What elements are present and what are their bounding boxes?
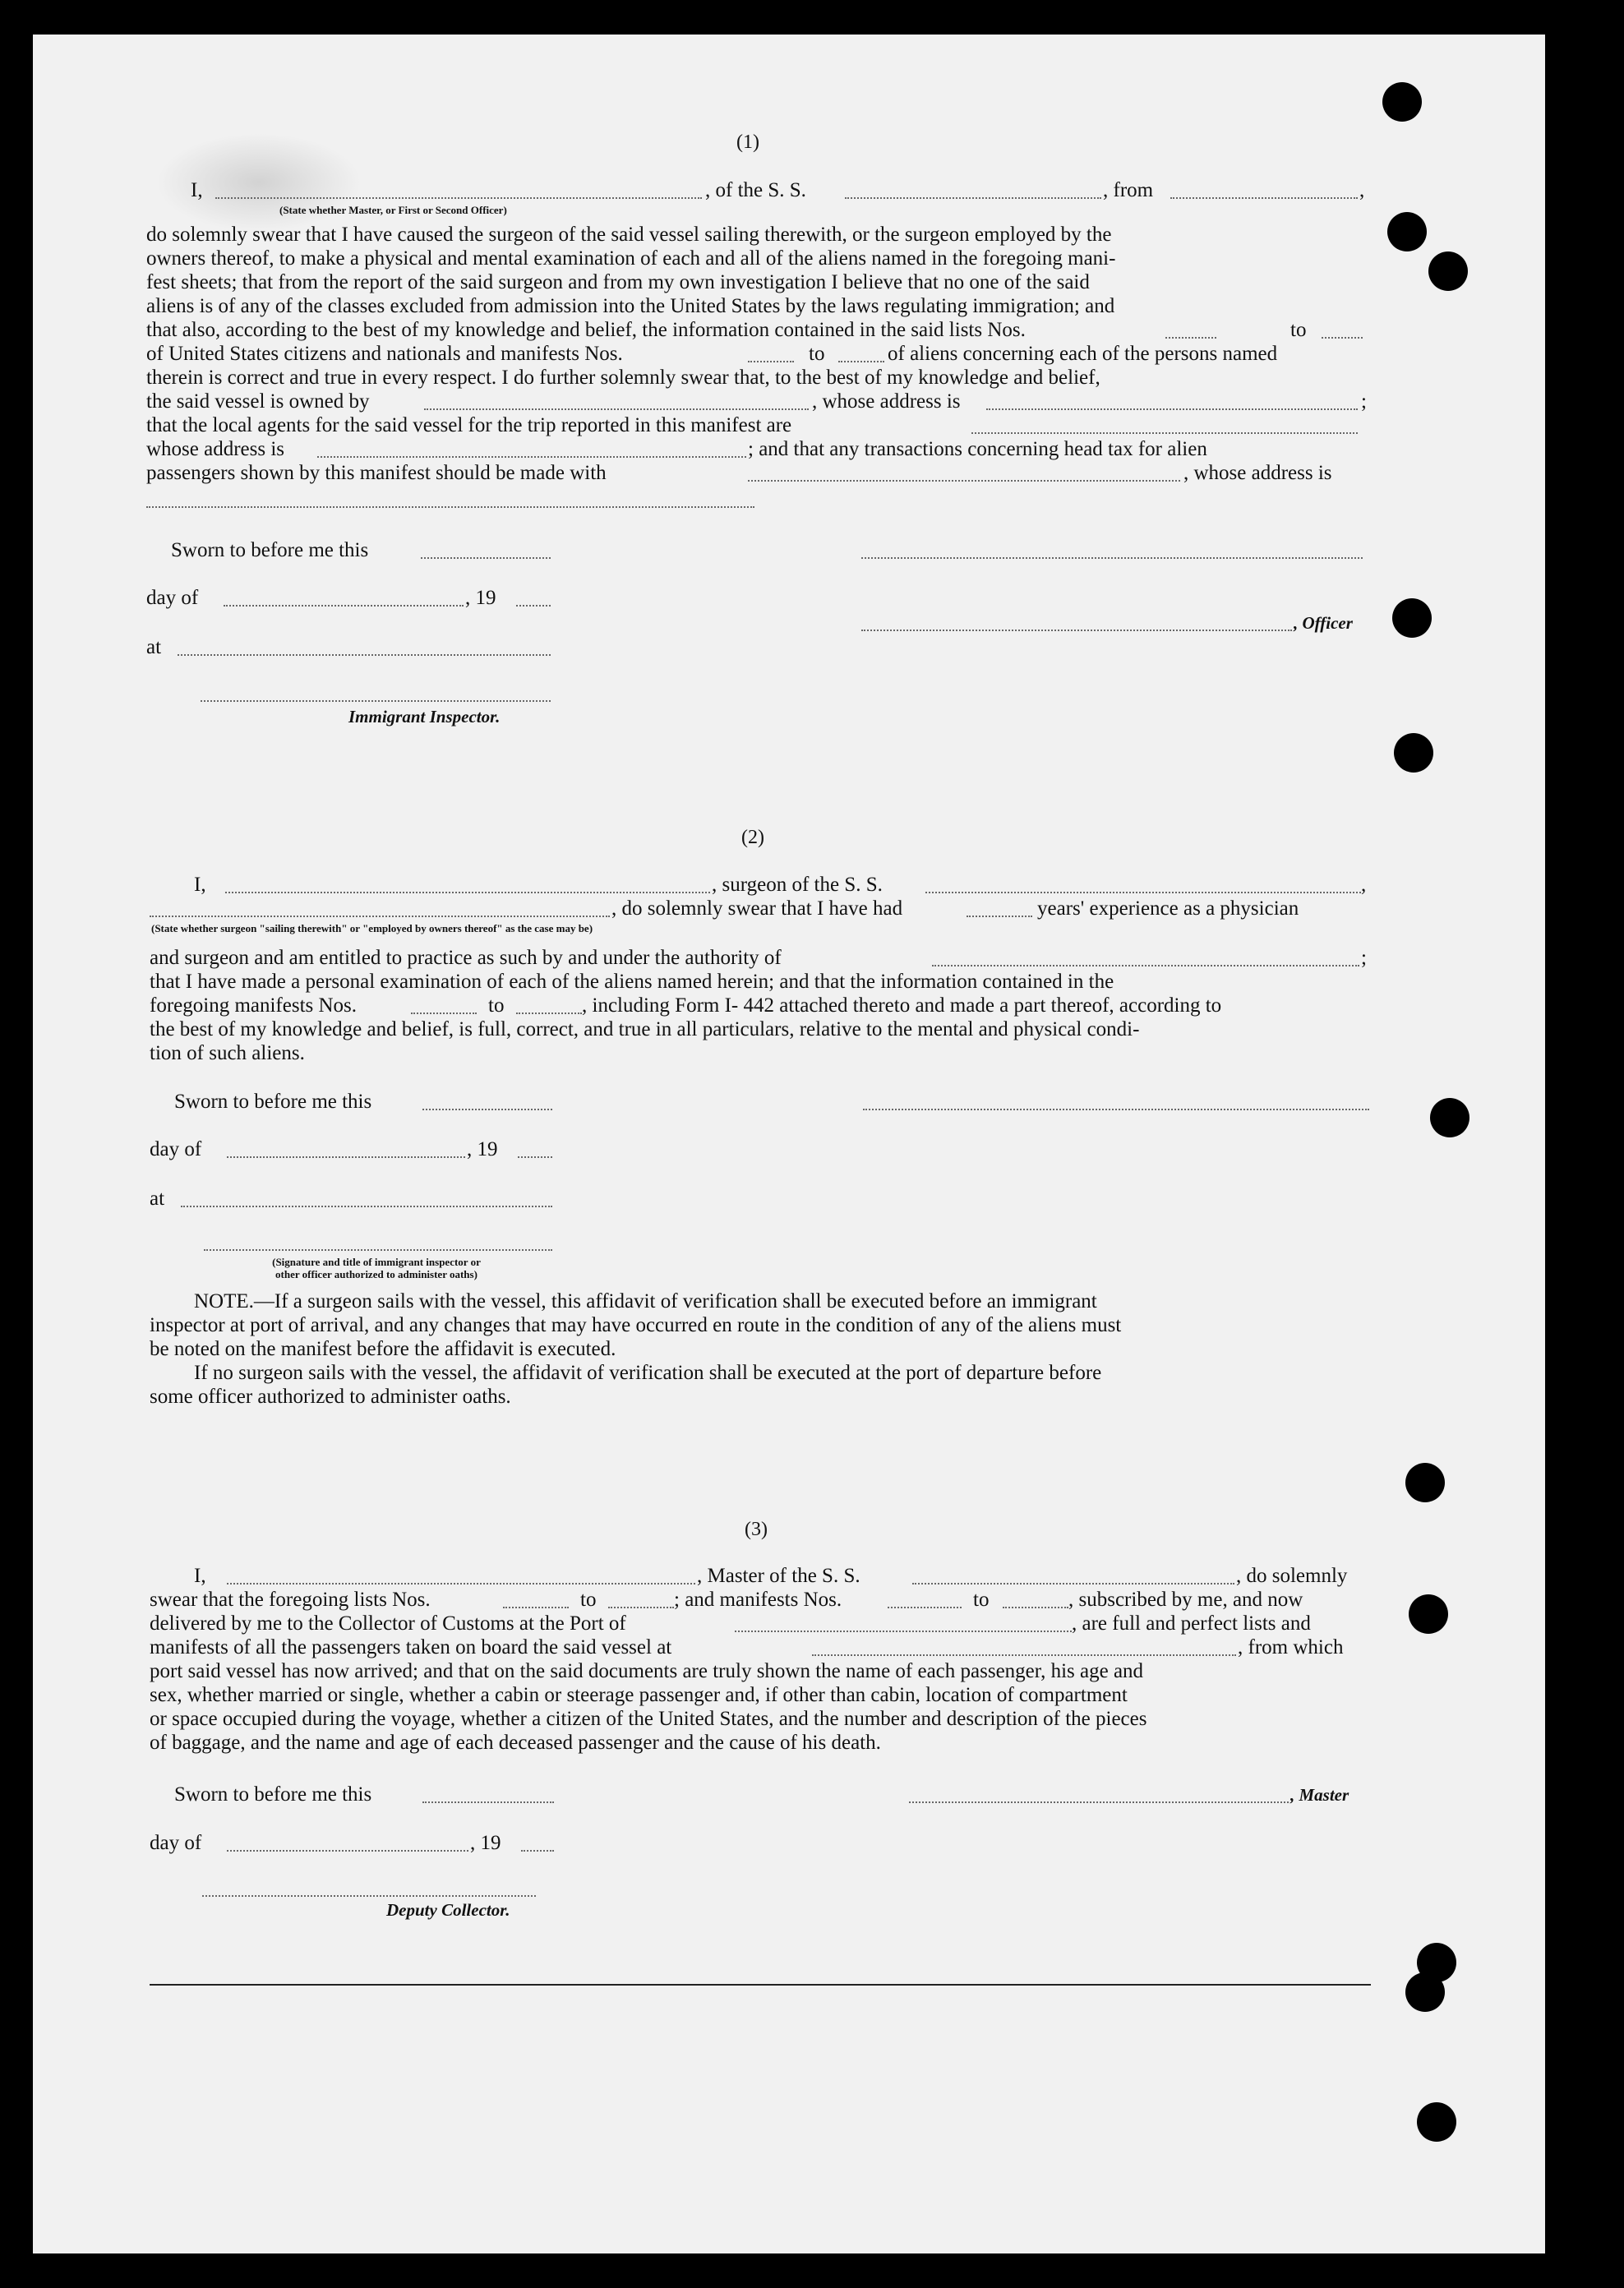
s3-manifests-to	[1003, 1607, 1068, 1608]
s3-swear-lists: swear that the foregoing lists Nos.	[150, 1589, 431, 1611]
s1-line: the said vessel is owned by	[146, 390, 370, 413]
s2-manifests-to	[516, 1013, 582, 1014]
s1-taxagent-address-field	[146, 506, 754, 508]
s3-manifests-from	[888, 1607, 962, 1608]
s2-surgeon: , surgeon of the S. S.	[712, 874, 883, 896]
s3-year: , 19	[470, 1832, 501, 1854]
punch-hole	[1387, 212, 1427, 251]
s3-vessel-field	[912, 1583, 1234, 1585]
s1-i: I,	[191, 179, 203, 201]
s3-deputy: Deputy Collector.	[386, 1900, 510, 1920]
s1-to: to	[1290, 319, 1307, 341]
punch-hole	[1409, 1594, 1448, 1634]
s2-authority-field	[932, 965, 1359, 966]
s2-to: to	[488, 994, 505, 1017]
s3-line: port said vessel has now arrived; and that on the said documents are truly shown the name of each passenger, his age and	[150, 1660, 1144, 1682]
s1-taxagent-field	[748, 480, 1180, 482]
s1-manifests-from	[748, 361, 794, 362]
s2-semicolon: ;	[1361, 947, 1367, 969]
s3-master: , Master	[1290, 1785, 1349, 1805]
s1-semicolon: ;	[1361, 390, 1367, 413]
s2-foregoing: foregoing manifests Nos.	[150, 994, 358, 1017]
s2-officer-signature	[204, 1249, 552, 1251]
punch-hole	[1405, 1463, 1445, 1502]
s2-note-line: some officer authorized to administer oaths.	[150, 1386, 511, 1408]
s2-line: that I have made a personal examination of each of the aliens named herein; and that the information contained in the	[150, 971, 1114, 993]
s1-officer: , Officer	[1294, 613, 1353, 633]
s1-line: do solemnly swear that I have caused the surgeon of the said vessel sailing therewith, or the surgeon employed by the	[146, 224, 1112, 246]
s1-inspector: Immigrant Inspector.	[348, 707, 501, 727]
s1-year-field	[516, 605, 551, 607]
s1-master-note: (State whether Master, or First or Second Officer)	[279, 204, 507, 216]
s2-comma: ,	[1361, 874, 1367, 896]
s3-to: to	[580, 1589, 597, 1611]
s3-full-perfect: , are full and perfect lists and	[1072, 1612, 1311, 1635]
s2-i: I,	[194, 874, 206, 896]
s1-owner-field	[424, 408, 809, 410]
s1-master-field	[215, 197, 702, 199]
s2-swear: , do solemnly swear that I have had	[611, 897, 903, 920]
punch-hole	[1392, 598, 1432, 638]
s3-manifests-of: manifests of all the passengers taken on board the said vessel at	[150, 1636, 672, 1658]
s2-sworn: Sworn to before me this	[174, 1091, 372, 1113]
s1-officer-signature-line-2	[861, 630, 1292, 631]
punch-hole	[1428, 251, 1468, 291]
punch-hole	[1394, 733, 1433, 773]
s1-year: , 19	[465, 587, 496, 609]
section-1-number: (1)	[736, 131, 759, 153]
s3-delivered: delivered by me to the Collector of Customs at the Port of	[150, 1612, 626, 1635]
s1-from-field	[1170, 197, 1358, 199]
s1-manifests-to	[838, 361, 884, 362]
s2-surgeon-note: (State whether surgeon "sailing therewith" or "employed by owners thereof" as the case may be)	[151, 922, 593, 934]
s3-year-field	[521, 1850, 554, 1852]
s2-at: at	[150, 1188, 165, 1210]
s2-note-line: inspector at port of arrival, and any changes that may have occurred en route in the condition of any of the aliens must	[150, 1314, 1122, 1336]
s1-agents-field	[971, 432, 1358, 434]
s2-sailing-field	[150, 916, 610, 917]
punch-hole	[1417, 2102, 1456, 2142]
bottom-rule	[150, 1984, 1371, 1986]
s3-sworn: Sworn to before me this	[174, 1783, 372, 1806]
section-2-number: (2)	[741, 827, 764, 848]
s1-inspector-signature	[201, 700, 551, 702]
s1-line: that also, according to the best of my knowledge and belief, the information contained in the said lists Nos.	[146, 319, 1026, 341]
s1-of-aliens: of aliens concerning each of the persons named	[888, 343, 1278, 365]
s2-day-of: day of	[150, 1138, 202, 1160]
s2-sig-note-1: (Signature and title of immigrant inspector or	[272, 1256, 481, 1268]
s3-collector-signature	[202, 1895, 536, 1897]
s1-line: of United States citizens and nationals and manifests Nos.	[146, 343, 623, 365]
s2-including: , including Form I- 442 attached thereto and made a part thereof, according to	[582, 994, 1222, 1017]
s3-do-solemnly: , do solemnly	[1236, 1565, 1348, 1587]
s1-to2: to	[809, 343, 825, 365]
s1-at: at	[146, 636, 162, 658]
s1-line: owners thereof, to make a physical and mental examination of each and all of the aliens named in the foregoing mani-	[146, 247, 1116, 270]
section-3-number: (3)	[745, 1519, 768, 1540]
punch-hole	[1405, 1972, 1445, 2012]
punch-hole	[1430, 1098, 1469, 1137]
s1-day-of: day of	[146, 587, 199, 609]
s2-vessel-field	[925, 892, 1361, 893]
s1-vessel-field	[845, 197, 1101, 199]
s3-lists-to	[608, 1607, 674, 1608]
s3-line: sex, whether married or single, whether a cabin or steerage passenger and, if other than cabin, location of compartment	[150, 1684, 1128, 1706]
s3-line: or space occupied during the voyage, whether a citizen of the United States, and the number and description of the pieces	[150, 1708, 1147, 1730]
s3-departure-field	[812, 1654, 1236, 1656]
s2-month-field	[227, 1156, 465, 1158]
s2-years: years' experience as a physician	[1037, 897, 1299, 920]
s3-master-of: , Master of the S. S.	[697, 1565, 860, 1587]
s1-at-field	[178, 654, 551, 656]
s2-year-field	[518, 1156, 552, 1158]
stamp-bleedthrough	[156, 133, 362, 232]
s1-month-field	[224, 605, 464, 607]
s1-officer-signature-line-1	[861, 557, 1363, 559]
s3-month-field	[227, 1850, 468, 1852]
s1-whose-address: , whose address is	[812, 390, 961, 413]
s1-line: aliens is of any of the classes excluded from admission into the United States by the laws regulating immigration; and	[146, 295, 1115, 317]
s2-year: , 19	[467, 1138, 498, 1160]
s2-sworn-date	[422, 1109, 552, 1110]
s1-line: therein is correct and true in every respect. I do further solemnly swear that, to the best of my knowledge and belief,	[146, 367, 1100, 389]
s2-authority: and surgeon and am entitled to practice as such by and under the authority of	[150, 947, 782, 969]
s1-sworn: Sworn to before me this	[171, 539, 369, 561]
s1-agents-address-field	[317, 456, 746, 458]
s2-line: the best of my knowledge and belief, is full, correct, and true in all particulars, relative to the mental and physical condi-	[150, 1018, 1140, 1040]
s1-sworn-date	[421, 557, 551, 559]
s3-and-manifests: ; and manifests Nos.	[674, 1589, 842, 1611]
s3-to2: to	[973, 1589, 990, 1611]
s3-line: of baggage, and the name and age of each deceased passenger and the cause of his death.	[150, 1732, 881, 1754]
s1-comma: ,	[1359, 179, 1365, 201]
s2-note-line: NOTE.—If a surgeon sails with the vessel, this affidavit of verification shall be executed before an immigrant	[194, 1290, 1097, 1312]
s1-head-tax: ; and that any transactions concerning head tax for alien	[748, 438, 1207, 460]
s3-master-signature	[909, 1801, 1289, 1803]
s3-i: I,	[194, 1565, 206, 1587]
s2-surgeon-signature	[863, 1109, 1369, 1110]
s1-line: fest sheets; that from the report of the said surgeon and from my own investigation I believe that no one of the said	[146, 271, 1090, 293]
punch-hole	[1382, 82, 1422, 122]
s2-note-line: be noted on the manifest before the affidavit is executed.	[150, 1338, 616, 1360]
s1-line: whose address is	[146, 438, 285, 460]
s3-port-field	[735, 1631, 1072, 1632]
s3-day-of: day of	[150, 1832, 202, 1854]
s2-at-field	[181, 1206, 552, 1207]
s3-master-name-field	[227, 1583, 695, 1585]
s1-of-ss: , of the S. S.	[705, 179, 806, 201]
s2-note-line: If no surgeon sails with the vessel, the affidavit of verification shall be executed at the port of departure before	[194, 1362, 1102, 1384]
s3-subscribed: , subscribed by me, and now	[1068, 1589, 1303, 1611]
s1-line: passengers shown by this manifest should be made with	[146, 462, 607, 484]
s3-from-which: , from which	[1238, 1636, 1344, 1658]
s3-lists-from	[503, 1607, 569, 1608]
s1-from: , from	[1103, 179, 1154, 201]
s1-owner-address-field	[986, 408, 1358, 410]
s1-line: that the local agents for the said vessel for the trip reported in this manifest are	[146, 414, 792, 436]
s2-years-field	[967, 916, 1032, 917]
s1-lists-from	[1165, 337, 1216, 339]
s2-sig-note-2: other officer authorized to administer oaths)	[275, 1268, 478, 1280]
s1-lists-to	[1322, 337, 1363, 339]
s3-sworn-date	[422, 1801, 554, 1803]
s2-manifests-from	[411, 1013, 477, 1014]
s2-surgeon-name-field	[225, 892, 710, 893]
s1-whose-address-end: , whose address is	[1183, 462, 1332, 484]
s2-line: tion of such aliens.	[150, 1042, 305, 1064]
